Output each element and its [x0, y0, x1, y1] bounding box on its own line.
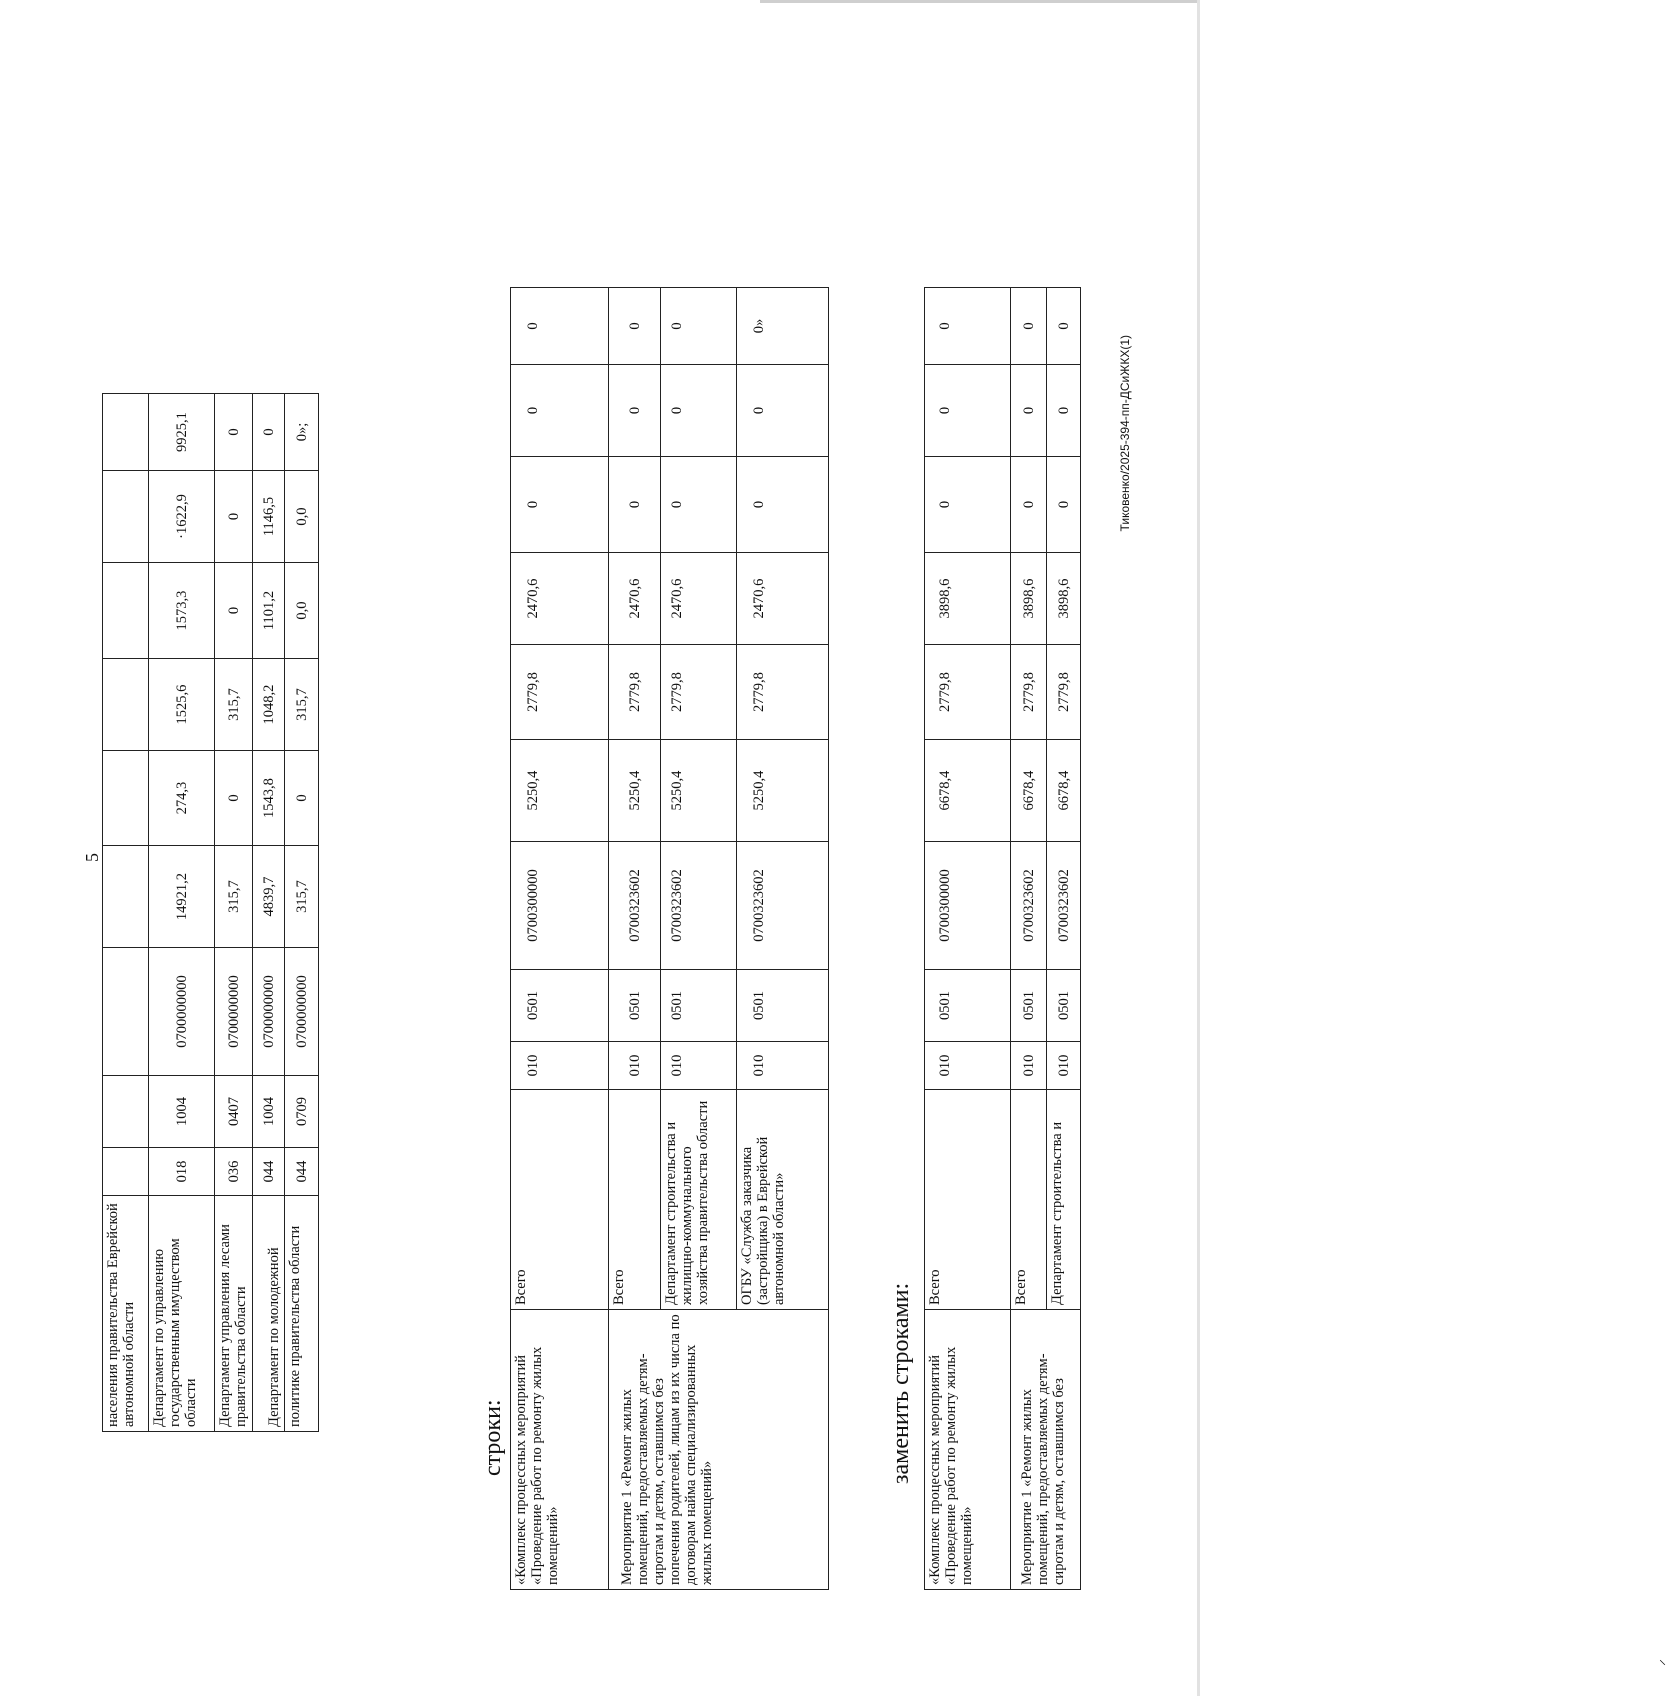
value-cell: [103, 394, 149, 471]
value-cell: 0: [661, 288, 737, 365]
value-cell: 0: [925, 457, 1011, 553]
table-row: [285, 394, 319, 1432]
code-cell: 0700323602: [661, 842, 737, 970]
value-cell: 0: [609, 457, 661, 553]
code-cell: 0501: [1047, 970, 1081, 1042]
code-cell: 010: [661, 1042, 737, 1090]
measure-name-cell: Мероприятие 1 «Ремонт жилых помещений, предоставляемых детям-сиротам и детям, оставшимся без: [1011, 1310, 1081, 1590]
value-cell: 2470,6: [737, 553, 829, 645]
executor-cell: Всего: [511, 1090, 609, 1310]
table-row: [103, 394, 149, 1432]
code-cell: 010: [511, 1042, 609, 1090]
code-cell: 0501: [511, 970, 609, 1042]
value-cell: 274,3: [149, 751, 215, 846]
code-cell: 044: [253, 1148, 285, 1196]
code-cell: 0407: [215, 1076, 253, 1148]
value-cell: 0»: [737, 288, 829, 365]
value-cell: 2779,8: [925, 645, 1011, 740]
value-cell: 6678,4: [1047, 740, 1081, 842]
value-cell: 2779,8: [737, 645, 829, 740]
value-cell: 0: [1047, 457, 1081, 553]
value-cell: 2470,6: [511, 553, 609, 645]
value-cell: [103, 846, 149, 948]
code-cell: [103, 1148, 149, 1196]
code-cell: 0700323602: [737, 842, 829, 970]
code-cell: 044: [285, 1148, 319, 1196]
value-cell: 5250,4: [737, 740, 829, 842]
code-cell: [103, 1076, 149, 1148]
complex-name-cell: «Комплекс процессных мероприятий «Проведение работ по ремонту жилых помещений»: [925, 1310, 1011, 1590]
value-cell: 6678,4: [925, 740, 1011, 842]
value-cell: 2470,6: [661, 553, 737, 645]
code-cell: 0700323602: [1011, 842, 1047, 970]
table-row: [925, 288, 1011, 1590]
value-cell: 0: [285, 751, 319, 846]
value-cell: 0: [661, 457, 737, 553]
executor-cell: ОГБУ «Служба заказчика (застройщика) в Еврейской автономной области»: [737, 1090, 829, 1310]
table-row: [149, 394, 215, 1432]
code-cell: [103, 948, 149, 1076]
org-cell: Департамент по молодежной: [253, 1196, 285, 1432]
value-cell: 1101,2: [253, 563, 285, 659]
heading-replace-rows: строки:: [480, 1399, 506, 1476]
executor-cell: Департамент строительства и жилищно-коммунального хозяйства правительства области: [661, 1090, 737, 1310]
value-cell: ·1622,9: [149, 471, 215, 563]
code-cell: 0501: [737, 970, 829, 1042]
org-cell: населения правительства Еврейской автономной области: [103, 1196, 149, 1432]
heading-replace-with-rows: заменить строками:: [888, 1282, 914, 1484]
value-cell: 315,7: [285, 846, 319, 948]
code-cell: 0501: [1011, 970, 1047, 1042]
value-cell: 1525,6: [149, 659, 215, 751]
value-cell: 1573,3: [149, 563, 215, 659]
page-number: 5: [82, 853, 102, 862]
code-cell: 0700323602: [1047, 842, 1081, 970]
value-cell: 2779,8: [1011, 645, 1047, 740]
org-cell: Департамент по управлению государственным имуществом области: [149, 1196, 215, 1432]
value-cell: 2779,8: [609, 645, 661, 740]
code-cell: 010: [737, 1042, 829, 1090]
value-cell: 3898,6: [1047, 553, 1081, 645]
code-cell: 0700000000: [253, 948, 285, 1076]
budget-table-new-rows: [924, 287, 1081, 1590]
code-cell: 0700323602: [609, 842, 661, 970]
value-cell: 0: [1047, 288, 1081, 365]
code-cell: 010: [925, 1042, 1011, 1090]
value-cell: 0: [925, 288, 1011, 365]
value-cell: 0: [215, 563, 253, 659]
org-cell: политике правительства области: [285, 1196, 319, 1432]
value-cell: 0: [1011, 457, 1047, 553]
value-cell: 2779,8: [1047, 645, 1081, 740]
value-cell: 1048,2: [253, 659, 285, 751]
measure-name-cell: Мероприятие 1 «Ремонт жилых помещений, предоставляемых детям-сиротам и детям, оставшимся без попечения родителей, лицам из их числа по договорам найма специализированных жилых помещений»: [609, 1310, 829, 1590]
code-cell: 0700300000: [511, 842, 609, 970]
value-cell: 315,7: [215, 846, 253, 948]
table-row: [1011, 288, 1047, 1590]
value-cell: 0: [511, 457, 609, 553]
code-cell: 0700000000: [215, 948, 253, 1076]
code-cell: 0501: [661, 970, 737, 1042]
value-cell: 315,7: [285, 659, 319, 751]
value-cell: 1543,8: [253, 751, 285, 846]
table-row: [511, 288, 609, 1590]
value-cell: 2779,8: [661, 645, 737, 740]
value-cell: 9925,1: [149, 394, 215, 471]
code-cell: 0709: [285, 1076, 319, 1148]
code-cell: 1004: [253, 1076, 285, 1148]
value-cell: 0: [609, 365, 661, 457]
value-cell: 0: [925, 365, 1011, 457]
code-cell: 010: [609, 1042, 661, 1090]
value-cell: 14921,2: [149, 846, 215, 948]
value-cell: 0: [737, 365, 829, 457]
executor-cell: Всего: [1011, 1090, 1047, 1310]
value-cell: [103, 751, 149, 846]
value-cell: 5250,4: [661, 740, 737, 842]
code-cell: 1004: [149, 1076, 215, 1148]
value-cell: [103, 659, 149, 751]
value-cell: 0: [511, 365, 609, 457]
value-cell: [103, 563, 149, 659]
value-cell: 3898,6: [925, 553, 1011, 645]
value-cell: 5250,4: [609, 740, 661, 842]
value-cell: [103, 471, 149, 563]
budget-table-old-rows: [510, 287, 829, 1590]
table-row: [609, 288, 661, 1590]
budget-table-previous-part: [102, 393, 319, 1432]
value-cell: 0: [1047, 365, 1081, 457]
value-cell: 2779,8: [511, 645, 609, 740]
value-cell: 6678,4: [1011, 740, 1047, 842]
value-cell: 0: [215, 471, 253, 563]
code-cell: 0501: [609, 970, 661, 1042]
value-cell: 3898,6: [1011, 553, 1047, 645]
code-cell: 010: [1011, 1042, 1047, 1090]
code-cell: 0700000000: [285, 948, 319, 1076]
executor-cell: Всего: [925, 1090, 1011, 1310]
value-cell: 0: [1011, 288, 1047, 365]
code-cell: 036: [215, 1148, 253, 1196]
value-cell: 1146,5: [253, 471, 285, 563]
code-cell: 018: [149, 1148, 215, 1196]
value-cell: 4839,7: [253, 846, 285, 948]
scan-mark: ⸝: [1653, 1659, 1668, 1666]
value-cell: 0: [737, 457, 829, 553]
value-cell: 0,0: [285, 563, 319, 659]
code-cell: 0700000000: [149, 948, 215, 1076]
value-cell: 5250,4: [511, 740, 609, 842]
table-row: [215, 394, 253, 1432]
value-cell: 2470,6: [609, 553, 661, 645]
value-cell: 0: [609, 288, 661, 365]
executor-cell: Департамент строительства и: [1047, 1090, 1081, 1310]
value-cell: 0: [215, 751, 253, 846]
value-cell: 315,7: [215, 659, 253, 751]
code-cell: 0700300000: [925, 842, 1011, 970]
document-footer-code: Тиковенко/2025-394-пп-ДСиЖКХ(1): [1118, 335, 1132, 532]
complex-name-cell: «Комплекс процессных мероприятий «Проведение работ по ремонту жилых помещений»: [511, 1310, 609, 1590]
value-cell: 0: [511, 288, 609, 365]
code-cell: 010: [1047, 1042, 1081, 1090]
value-cell: 0: [215, 394, 253, 471]
code-cell: 0501: [925, 970, 1011, 1042]
org-cell: Департамент управления лесами правительства области: [215, 1196, 253, 1432]
value-cell: 0: [1011, 365, 1047, 457]
value-cell: 0»;: [285, 394, 319, 471]
value-cell: 0: [253, 394, 285, 471]
executor-cell: Всего: [609, 1090, 661, 1310]
table-row: [253, 394, 285, 1432]
value-cell: 0: [661, 365, 737, 457]
value-cell: 0,0: [285, 471, 319, 563]
